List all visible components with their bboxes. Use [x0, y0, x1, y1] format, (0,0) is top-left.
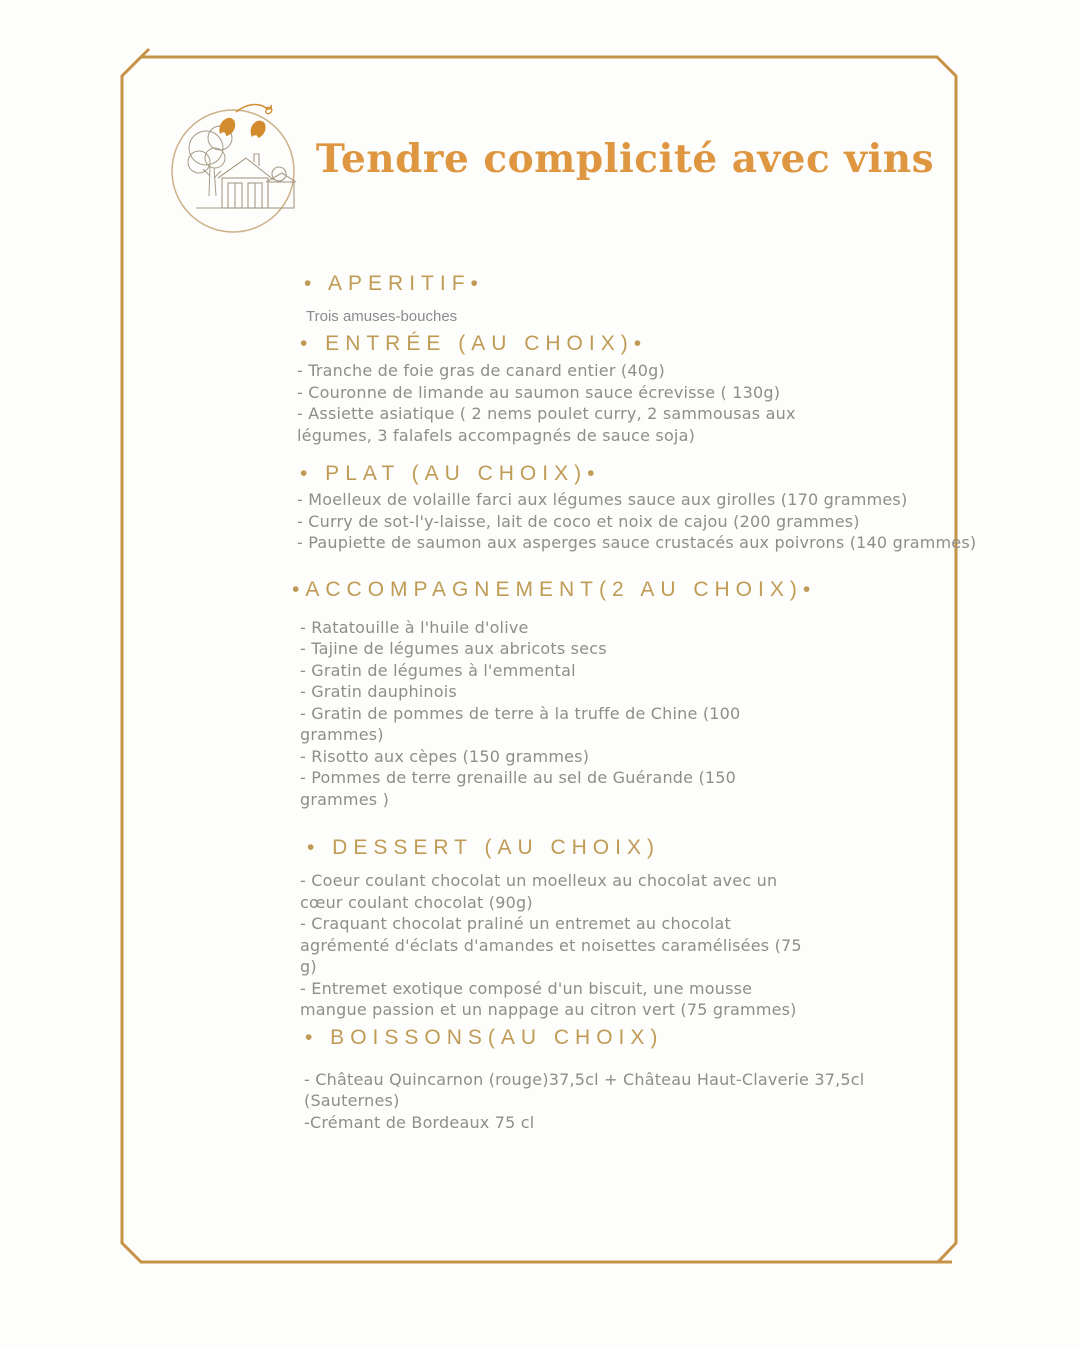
- menu-content: [292, 272, 977, 1133]
- aperitif-note: Trois amuses-bouches: [306, 308, 458, 325]
- menu-item: - Ratatouille à l'huile d'olive: [300, 617, 529, 637]
- menu-item: - Risotto aux cèpes (150 grammes): [300, 746, 590, 766]
- menu-item: - Château Quincarnon (rouge)37,5cl + Château Haut-Claverie 37,5cl (Sauternes): [304, 1069, 865, 1110]
- section-heading-boissons: • BOISSONS(AU CHOIX): [305, 1025, 664, 1049]
- menu-item: - Tajine de légumes aux abricots secs: [300, 639, 607, 658]
- menu-title: Tendre complicité avec vins: [315, 136, 935, 182]
- entree-items: [297, 360, 862, 446]
- menu-item: - Coeur coulant chocolat un moelleux au chocolat avec un cœur coulant chocolat (90g): [300, 871, 778, 912]
- menu-item: - Tranche de foie gras de canard entier (40g): [297, 361, 665, 380]
- boissons-items: [304, 1069, 934, 1134]
- menu-item: - Assiette asiatique ( 2 nems poulet curry, 2 sammousas aux légumes, 3 falafels accompagnés de sauce soja): [297, 404, 796, 445]
- plat-items: [297, 489, 997, 554]
- menu-item: -Crémant de Bordeaux 75 cl: [304, 1112, 535, 1132]
- house-sketch: [196, 154, 296, 208]
- section-heading-plat: • PLAT (AU CHOIX)•: [300, 462, 601, 485]
- menu-item: - Couronne de limande au saumon sauce écrevisse ( 130g): [297, 382, 781, 402]
- tree-sketch: [188, 126, 232, 196]
- dessert-items: [300, 870, 810, 1021]
- menu-item: - Gratin dauphinois: [300, 682, 457, 701]
- menu-item: - Paupiette de saumon aux asperges sauce crustacés aux poivrons (140 grammes): [297, 533, 977, 552]
- menu-item: - Moelleux de volaille farci aux légumes sauce aux girolles (170 grammes): [297, 490, 908, 509]
- menu-item: - Gratin de légumes à l'emmental: [300, 660, 576, 680]
- menu-item: - Curry de sot-l'y-laisse, lait de coco et noix de cajou (200 grammes): [297, 511, 860, 531]
- section-heading-entree: • ENTRÉE (AU CHOIX)•: [300, 332, 648, 355]
- menu-item: - Entremet exotique composé d'un biscuit, une mousse mangue passion et un nappage au citron vert (75 grammes): [300, 978, 797, 1019]
- menu-item: - Gratin de pommes de terre à la truffe de Chine (100 grammes): [300, 703, 741, 744]
- section-heading-accompagnement: •ACCOMPAGNEMENT(2 AU CHOIX)•: [292, 577, 817, 601]
- menu-item: - Craquant chocolat praliné un entremet au chocolat agrémenté d'éclats d'amandes et noisettes caramélisées (75 g): [300, 914, 802, 976]
- chateau-vine-logo: [162, 96, 304, 238]
- section-heading-aperitif: • APERITIF•: [304, 272, 484, 295]
- menu-item: - Pommes de terre grenaille au sel de Guérande (150 grammes ): [300, 768, 737, 809]
- accompagnement-items: [300, 617, 810, 811]
- section-heading-dessert: • DESSERT (AU CHOIX): [307, 836, 660, 859]
